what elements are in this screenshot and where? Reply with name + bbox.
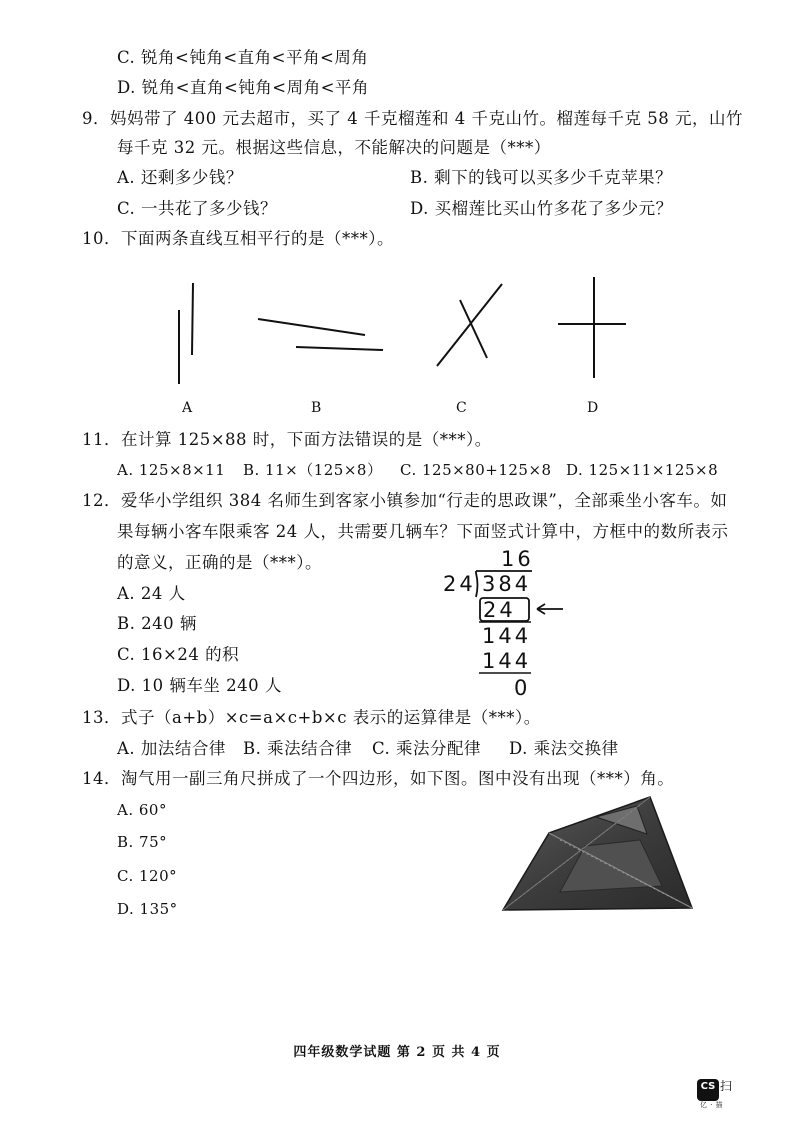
figure-label-d: D [587, 400, 599, 416]
q13-option-b: B. 乘法结合律 [243, 739, 353, 758]
figure-label-a: A [182, 400, 193, 416]
q11-option-d: D. 125×11×125×8 [566, 461, 719, 479]
q13-option-d: D. 乘法交换律 [509, 739, 619, 758]
page-footer: 四年级数学试题 第 2 页 共 4 页 [293, 1045, 501, 1060]
q12-stem-line1: 12．爱华小学组织 384 名师生到客家小镇参加“行走的思政课”，全部乘坐小客车。如 [82, 491, 728, 510]
q11-stem: 11．在计算 125×88 时，下面方法错误的是（***）。 [82, 430, 492, 449]
q12-stem-line3: 的意义，正确的是（***）。 [117, 553, 322, 572]
q13-stem: 13．式子（a+b）×c=a×c+b×c 表示的运算律是（***）。 [82, 708, 541, 727]
q14-option-a: A. 60° [117, 801, 167, 819]
q14-stem: 14．淘气用一副三角尺拼成了一个四边形，如下图。图中没有出现（***）角。 [82, 769, 675, 788]
q11-option-c: C. 125×80+125×8 [400, 461, 552, 479]
q13-option-a: A. 加法结合律 [117, 739, 226, 758]
camscanner-logo-icon: CS [697, 1079, 719, 1101]
q13-option-c: C. 乘法分配律 [372, 739, 482, 758]
division-dividend: 384 [482, 572, 532, 596]
q12-option-c: C. 16×24 的积 [117, 645, 240, 664]
q10-stem: 10．下面两条直线互相平行的是（***）。 [82, 229, 394, 248]
q8-option-c: C. 锐角<钝角<直角<平角<周角 [117, 48, 369, 67]
q11-option-a: A. 125×8×11 [117, 461, 226, 479]
q9-option-d: D. 买榴莲比买山竹多花了多少元？ [410, 199, 673, 218]
q14-option-b: B. 75° [117, 833, 168, 851]
q9-option-a: A. 还剩多少钱？ [117, 168, 243, 187]
q14-option-d: D. 135° [117, 900, 178, 918]
figure-label-b: B [311, 400, 322, 416]
division-row-3: 144 [482, 649, 532, 673]
q9-option-c: C. 一共花了多少钱？ [117, 199, 278, 218]
q8-option-d: D. 锐角<直角<钝角<周角<平角 [117, 78, 369, 97]
q9-option-b: B. 剩下的钱可以买多少千克苹果？ [410, 168, 673, 187]
q9-stem-line1: 9．妈妈带了 400 元去超市，买了 4 千克榴莲和 4 千克山竹。榴莲每千克 58 元，山竹 [82, 109, 743, 128]
figure-label-c: C [456, 400, 467, 416]
q12-option-a: A. 24 人 [117, 584, 186, 603]
q12-option-d: D. 10 辆车坐 240 人 [117, 676, 282, 695]
q9-stem-line2: 每千克 32 元。根据这些信息，不能解决的问题是（***） [117, 138, 551, 157]
division-row-2: 144 [482, 624, 532, 648]
q11-option-b: B. 11×（125×8） [243, 461, 383, 479]
division-quotient: 16 [501, 547, 534, 571]
q12-stem-line2: 果每辆小客车限乘客 24 人，共需要几辆车？下面竖式计算中，方框中的数所表示 [117, 522, 729, 541]
watermark-sub-text: 亿 · 描 [700, 1101, 724, 1109]
division-divisor: 24 [443, 572, 476, 596]
watermark-side-text: 扫 [720, 1079, 733, 1093]
division-boxed-product: 24 [483, 598, 516, 622]
q14-option-c: C. 120° [117, 867, 178, 885]
division-remainder: 0 [514, 676, 531, 700]
q12-option-b: B. 240 辆 [117, 614, 197, 633]
